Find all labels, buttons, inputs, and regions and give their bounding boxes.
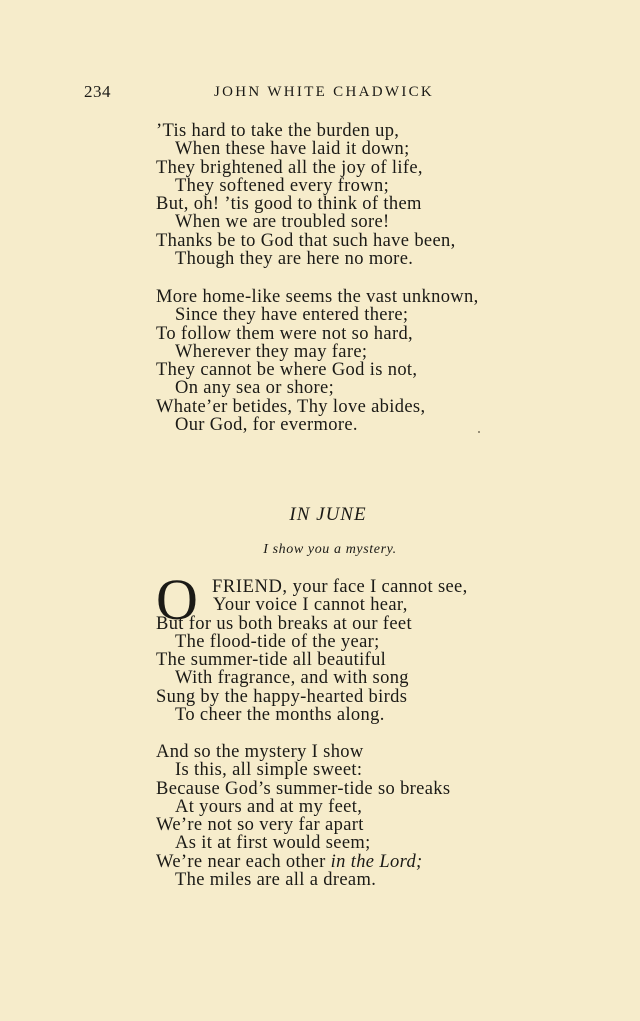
poem-line: The flood-tide of the year; (175, 631, 380, 652)
poem-line: Thanks be to God that such have been, (156, 230, 456, 251)
poem-line: And so the mystery I show (156, 742, 364, 762)
drop-cap: O (156, 567, 199, 632)
poem-line: With fragrance, and with song (175, 668, 409, 689)
page-number: 234 (84, 82, 111, 101)
small-caps-word: FRIEND, (212, 577, 288, 597)
poem-line: When we are troubled sore! (175, 212, 390, 233)
poem-line-text: We’re near each other (156, 851, 331, 872)
emphasis-text: in the Lord; (330, 851, 423, 872)
running-head: JOHN WHITE CHADWICK (214, 84, 435, 100)
poem-line: ’Tis hard to take the burden up, (156, 121, 400, 141)
poem-line: But for us both breaks at our feet (156, 613, 412, 634)
poem-stanza (156, 122, 456, 268)
poem-line-text: your face I cannot see, (287, 577, 468, 597)
poem-line: Wherever they may fare; (175, 341, 368, 362)
poem-line: Your voice I cannot hear, (213, 595, 408, 616)
poem-line (156, 853, 450, 871)
poem-line: Whate’er betides, Thy love abides, (156, 396, 426, 417)
poem-line: The summer-tide all beautiful (156, 650, 387, 671)
poem-line: When these have laid it down; (175, 139, 410, 160)
poem-line: To cheer the months along. (175, 705, 385, 726)
epigraph: I show you a mystery. (263, 542, 397, 557)
poem-line: They softened every frown; (175, 175, 390, 196)
poem-line: The miles are all a dream. (175, 870, 377, 891)
poem-line: As it at first would seem; (175, 833, 371, 854)
poem-line: But, oh! ’tis good to think of them (156, 194, 422, 215)
poem-line: At yours and at my feet, (175, 796, 363, 817)
poem-line: Because God’s summer-tide so breaks (156, 778, 451, 799)
print-speck (478, 431, 480, 433)
poem-stanza (156, 743, 450, 889)
poem-line: They cannot be where God is not, (156, 360, 418, 381)
poem-line: Sung by the happy-hearted birds (156, 686, 408, 707)
poem-line: To follow them were not so hard, (156, 323, 414, 344)
poem-line: On any sea or shore; (175, 378, 335, 399)
poem-line: Is this, all simple sweet: (175, 760, 363, 781)
poem-line: Though they are here no more. (175, 249, 414, 270)
poem-line: We’re not so very far apart (156, 815, 364, 836)
poem-stanza (156, 288, 479, 434)
poem-title: IN JUNE (289, 504, 367, 525)
poem-line: Our God, for evermore. (175, 415, 358, 436)
poem-line: They brightened all the joy of life, (156, 157, 423, 178)
poem-stanza (156, 567, 468, 726)
poem-line: Since they have entered there; (175, 305, 409, 326)
poem-line: More home-like seems the vast unknown, (156, 287, 479, 307)
